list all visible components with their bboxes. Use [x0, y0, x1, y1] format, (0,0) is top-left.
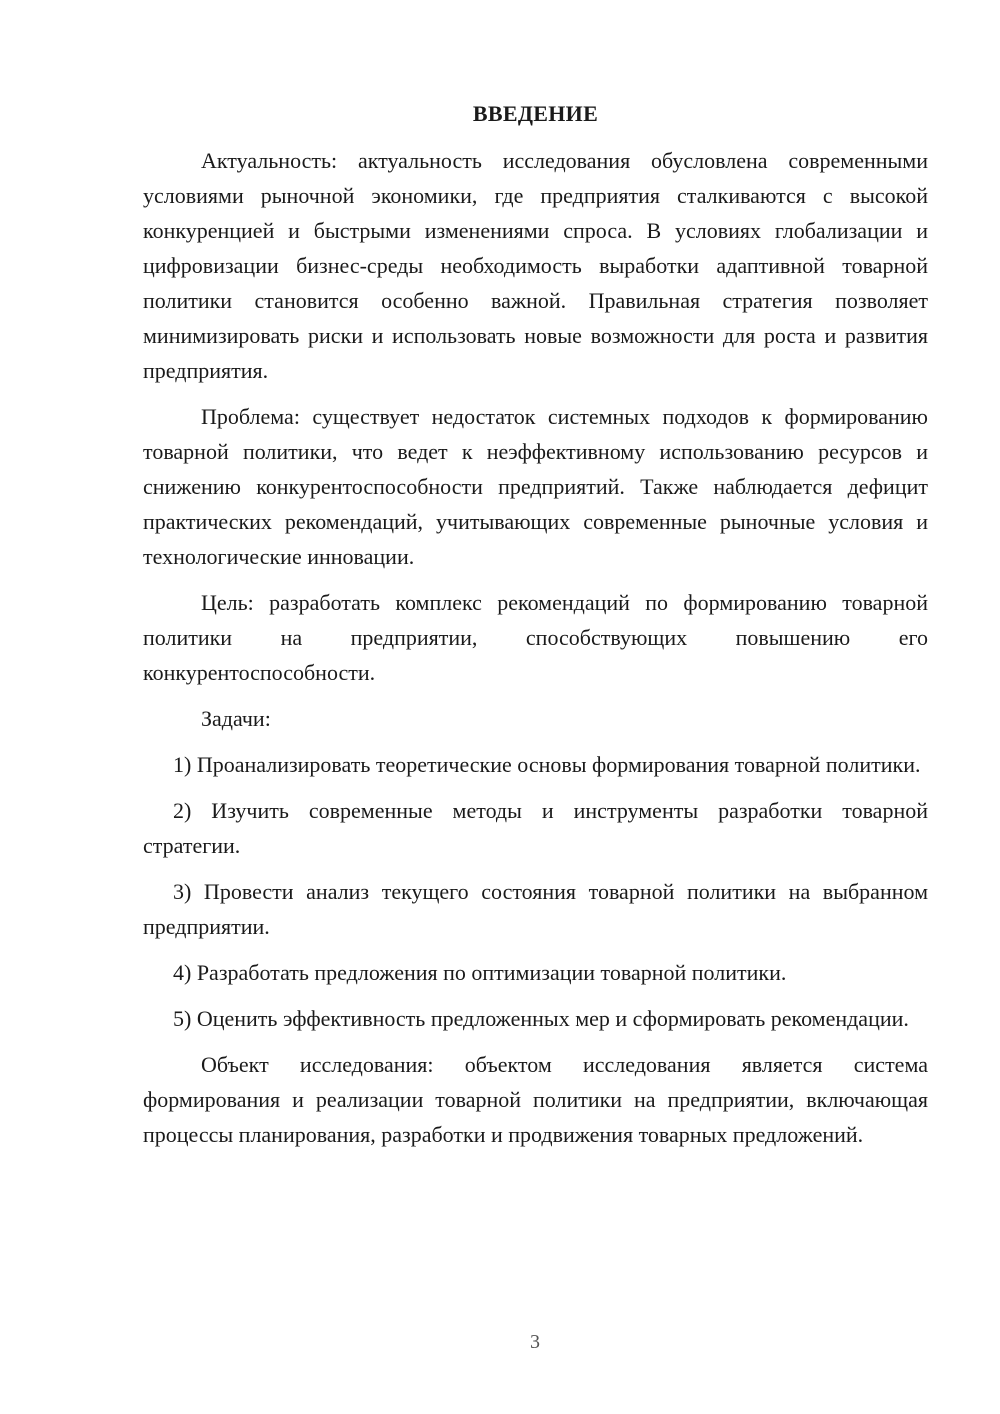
- task-item-5: 5) Оценить эффективность предложенных мер и сформировать рекомендации.: [173, 1006, 909, 1031]
- task-item-4: 4) Разработать предложения по оптимизации товарной политики.: [173, 960, 787, 985]
- relevance-paragraph: Актуальность: актуальность исследования обусловлена современными условиями рыночной экономики, где предприятия сталкиваются с высокой конкуренцией и быстрыми изменениями спроса. В условиях глобализации и цифровизации бизнес-среды необходимость выработки адаптивной товарной политики становится особенно важной. Правильная стратегия позволяет минимизировать риски и использовать новые возможности для роста и развития предприятия.: [143, 148, 928, 383]
- task-item-1: 1) Проанализировать теоретические основы формирования товарной политики.: [173, 752, 921, 777]
- page-content: [143, 96, 928, 1163]
- task-item-2: 2) Изучить современные методы и инструменты разработки товарной стратегии.: [143, 798, 928, 858]
- page-number: 3: [530, 1331, 540, 1353]
- goal-paragraph: Цель: разработать комплекс рекомендаций по формированию товарной политики на предприятии, способствующих повышению его конкурентоспособности.: [143, 590, 928, 685]
- object-paragraph: Объект исследования: объектом исследования является система формирования и реализации товарной политики на предприятии, включающая процессы планирования, разработки и продвижения товарных предложений.: [143, 1052, 928, 1147]
- tasks-heading: Задачи:: [201, 706, 271, 731]
- task-item-3: 3) Провести анализ текущего состояния товарной политики на выбранном предприятии.: [143, 879, 928, 939]
- section-title: ВВЕДЕНИЕ: [472, 101, 599, 126]
- problem-paragraph: Проблема: существует недостаток системных подходов к формированию товарной политики, что ведет к неэффективному использованию ресурсов и снижению конкурентоспособности предприятий. Также наблюдается дефицит практических рекомендаций, учитывающих современные рыночные условия и технологические инновации.: [143, 404, 928, 569]
